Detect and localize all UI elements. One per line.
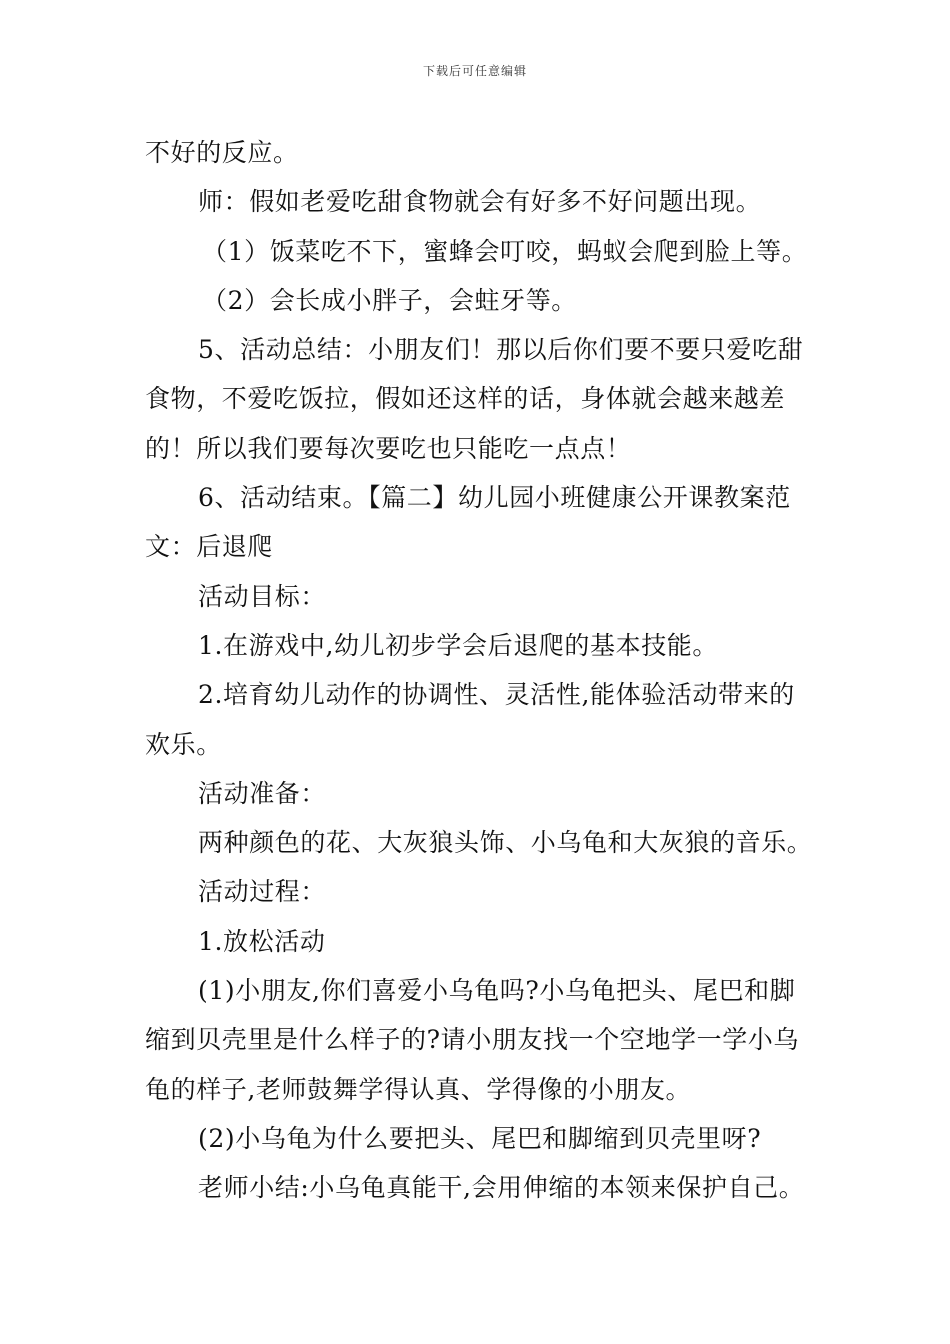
text-line: (1)小朋友,你们喜爱小乌龟吗?小乌龟把头、尾巴和脚	[198, 976, 796, 1006]
text-line: （2）会长成小胖子，会蛀牙等。	[202, 285, 577, 315]
document-body	[145, 128, 813, 1213]
text-line: 活动准备：	[198, 778, 327, 808]
text-line: 5、活动总结：小朋友们！那以后你们要不要只爱吃甜	[198, 335, 804, 365]
text-line: 龟的样子,老师鼓舞学得认真、学得像的小朋友。	[145, 1074, 692, 1104]
text-line: 欢乐。	[145, 729, 222, 759]
text-line: 活动过程：	[198, 877, 327, 907]
text-line: 文：后退爬	[145, 532, 274, 562]
text-line: 老师小结:小乌龟真能干,会用伸缩的本领来保护自己。	[198, 1173, 805, 1203]
text-line: （1）饭菜吃不下，蜜蜂会叮咬，蚂蚁会爬到脸上等。	[202, 236, 808, 266]
text-line: 2.培育幼儿动作的协调性、灵活性,能体验活动带来的	[198, 680, 795, 710]
text-line: (2)小乌龟为什么要把头、尾巴和脚缩到贝壳里呀?	[198, 1123, 762, 1153]
text-line: 两种颜色的花、大灰狼头饰、小乌龟和大灰狼的音乐。	[198, 828, 813, 858]
text-line: 1.放松活动	[198, 926, 326, 956]
text-line: 1.在游戏中,幼儿初步学会后退爬的基本技能。	[198, 630, 719, 660]
text-line: 6、活动结束。【篇二】幼儿园小班健康公开课教案范	[198, 483, 791, 513]
text-line: 食物，不爱吃饭拉，假如还这样的话，身体就会越来越差	[145, 384, 786, 414]
page-header: 下载后可任意编辑	[422, 64, 527, 78]
text-line: 缩到贝壳里是什么样子的?请小朋友找一个空地学一学小乌	[145, 1025, 800, 1055]
text-line: 师：假如老爱吃甜食物就会有好多不好问题出现。	[198, 187, 762, 217]
text-line: 活动目标：	[198, 581, 327, 611]
text-line: 的！所以我们要每次要吃也只能吃一点点！	[145, 433, 632, 463]
text-line: 不好的反应。	[145, 138, 299, 167]
